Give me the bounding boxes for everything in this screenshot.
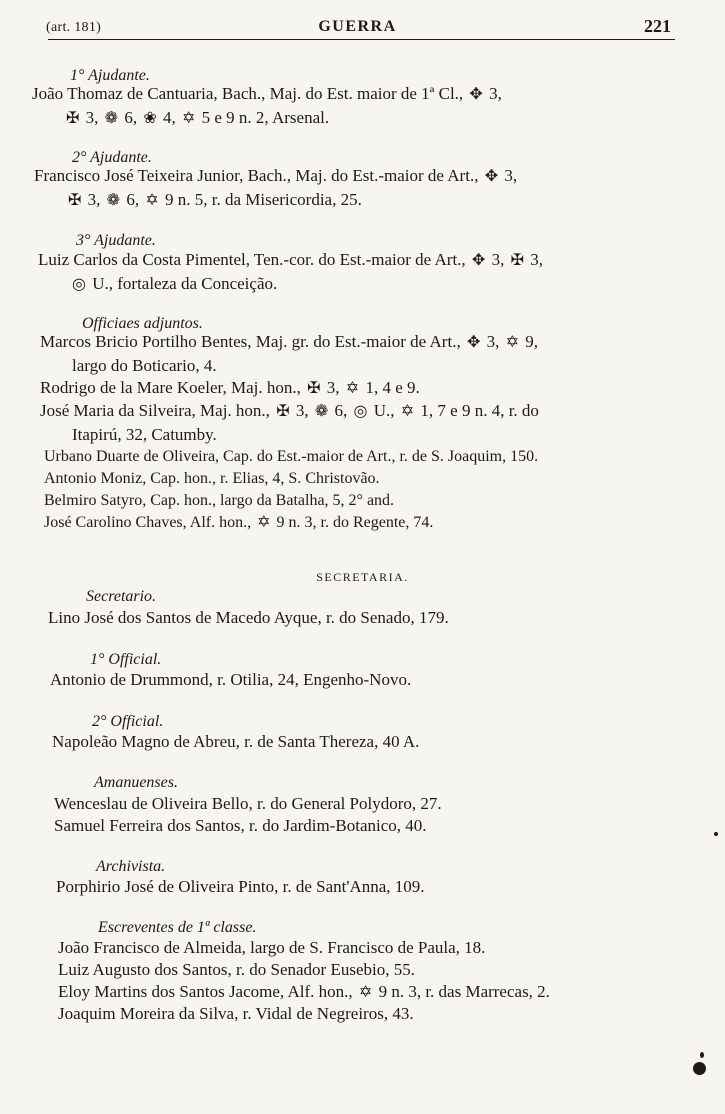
entry-text: João Thomaz de Cantuaria, Bach., Maj. do Est. maior de 1ª Cl., — [32, 84, 464, 103]
entry-text: 3, — [87, 190, 101, 209]
target-icon: ◎ — [72, 276, 86, 293]
entry-joaquim-moreira: Joaquim Moreira da Silva, r. Vidal de Negreiros, 43. — [58, 1004, 414, 1023]
entry-text: Luiz Carlos da Costa Pimentel, Ten.-cor. do Est.-maior de Art., — [38, 250, 466, 269]
entry-text: Eloy Martins dos Santos Jacome, Alf. hon., — [58, 982, 353, 1001]
entry-belmiro: Belmiro Satyro, Cap. hon., largo da Batalha, 5, 2° and. — [44, 492, 395, 509]
entry-wenceslau: Wenceslau de Oliveira Bello, r. do General Polydoro, 27. — [54, 794, 442, 813]
secretario-heading: Secretario. — [86, 588, 157, 605]
entry-text: 3, — [530, 250, 543, 269]
entry-text: 3, — [326, 378, 340, 397]
cross-icon: ✠ — [510, 252, 524, 269]
page-number: 221 — [644, 16, 671, 36]
official1-heading: 1° Official. — [90, 651, 162, 668]
entry-text: 9 n. 5, r. da Misericordia, 25. — [164, 190, 362, 209]
entry-jose-maria — [40, 399, 539, 446]
ajudante3-heading: 3° Ajudante. — [76, 232, 156, 249]
ink-speck — [700, 1052, 704, 1058]
entry-text: 3, — [85, 108, 99, 127]
entry-urbano: Urbano Duarte de Oliveira, Cap. do Est.-maior de Art., r. de S. Joaquim, 150. — [44, 448, 539, 465]
flower-icon: ❀ — [143, 110, 157, 127]
running-header — [40, 14, 675, 42]
star-icon: ✡ — [345, 380, 360, 397]
entry-text: Francisco José Teixeira Junior, Bach., Maj. do Est.-maior de Art., — [34, 166, 479, 185]
maltese-cross-icon: ✥ — [469, 86, 483, 103]
cross-icon: ✠ — [66, 110, 80, 127]
article-reference: (art. 181) — [46, 20, 102, 35]
entry-text: José Carolino Chaves, Alf. hon., — [44, 514, 252, 531]
entry-antonio-drummond: Antonio de Drummond, r. Otilia, 24, Engenho-Novo. — [50, 670, 412, 689]
entry-text: 1, 4 e 9. — [365, 378, 420, 397]
secretaria-heading: SECRETARIA. — [316, 570, 409, 584]
cross-icon: ✠ — [276, 403, 290, 420]
entry-rodrigo — [40, 376, 420, 400]
entry-text: 5 e 9 n. 2, Arsenal. — [201, 108, 330, 127]
entry-text: 9, — [525, 332, 539, 351]
entry-text: 6, — [124, 108, 138, 127]
entry-samuel: Samuel Ferreira dos Santos, r. do Jardim-Botanico, 40. — [54, 816, 427, 835]
entry-francisco-jose — [34, 164, 517, 212]
star-icon: ✡ — [145, 192, 159, 209]
star-icon: ✡ — [358, 984, 373, 1001]
archivista-heading: Archivista. — [96, 858, 166, 875]
entry-antonio-moniz: Antonio Moniz, Cap. hon., r. Elias, 4, S. Christovão. — [44, 470, 380, 487]
cross-icon: ✠ — [68, 192, 82, 209]
entry-joao-thomaz — [32, 82, 502, 130]
entry-lino-jose: Lino José dos Santos de Macedo Ayque, r. do Senado, 179. — [48, 608, 449, 627]
entry-text: 3, — [491, 250, 505, 269]
entry-text: 3, — [295, 401, 309, 420]
maltese-cross-icon: ✥ — [471, 252, 486, 269]
star-icon: ✡ — [400, 403, 415, 420]
adjuntos-heading: Officiaes adjuntos. — [82, 315, 203, 332]
maltese-cross-icon: ✥ — [484, 168, 499, 185]
entry-jose-carolino — [44, 511, 433, 534]
star-icon: ✡ — [257, 514, 271, 531]
ink-blot — [693, 1062, 706, 1075]
entry-text: U., — [373, 401, 395, 420]
rose-icon: ❁ — [104, 110, 119, 127]
maltese-cross-icon: ✥ — [466, 334, 481, 351]
header-title: GUERRA — [318, 18, 397, 35]
entry-napoleao: Napoleão Magno de Abreu, r. de Santa Thereza, 40 A. — [52, 732, 420, 751]
entry-text: 6, — [126, 190, 140, 209]
entry-text: 4, — [162, 108, 176, 127]
entry-text: 9 n. 3, r. das Marrecas, 2. — [378, 982, 550, 1001]
amanuenses-heading: Amanuenses. — [94, 774, 178, 791]
ajudante1-heading: 1° Ajudante. — [70, 67, 150, 84]
entry-text: José Maria da Silveira, Maj. hon., — [40, 401, 270, 420]
entry-luiz-carlos — [38, 248, 543, 296]
star-icon: ✡ — [505, 334, 520, 351]
entry-text: 6, — [334, 401, 348, 420]
entry-text: 9 n. 3, r. do Regente, 74. — [276, 514, 434, 531]
escreventes-heading: Escreventes de 1ª classe. — [98, 919, 257, 936]
entry-eloy-martins — [58, 980, 550, 1004]
official2-heading: 2° Official. — [92, 713, 164, 730]
entry-text: 3, — [486, 332, 500, 351]
entry-marcos-bricio — [40, 330, 538, 377]
rose-icon: ❁ — [106, 192, 121, 209]
entry-luiz-augusto: Luiz Augusto dos Santos, r. do Senador Eusebio, 55. — [58, 960, 415, 979]
ink-speck — [714, 832, 718, 836]
entry-text: U., fortaleza da Conceição. — [92, 274, 278, 293]
ajudante2-heading: 2° Ajudante. — [72, 149, 152, 166]
entry-porphirio: Porphirio José de Oliveira Pinto, r. de Sant'Anna, 109. — [56, 877, 425, 896]
star-icon: ✡ — [181, 110, 196, 127]
entry-text: Marcos Bricio Portilho Bentes, Maj. gr. do Est.-maior de Art., — [40, 332, 461, 351]
entry-joao-francisco: João Francisco de Almeida, largo de S. Francisco de Paula, 18. — [58, 938, 486, 957]
entry-text: Itapirú, 32, Catumby. — [72, 425, 217, 444]
entry-text: 3, — [504, 166, 518, 185]
cross-icon: ✠ — [307, 380, 321, 397]
target-icon: ◎ — [353, 403, 368, 420]
entry-text: Rodrigo de la Mare Koeler, Maj. hon., — [40, 378, 301, 397]
entry-text: 1, 7 e 9 n. 4, r. do — [420, 401, 539, 420]
entry-text: largo do Boticario, 4. — [72, 356, 217, 375]
rose-icon: ❁ — [314, 403, 329, 420]
header-rule — [48, 39, 675, 40]
entry-text: 3, — [489, 84, 502, 103]
